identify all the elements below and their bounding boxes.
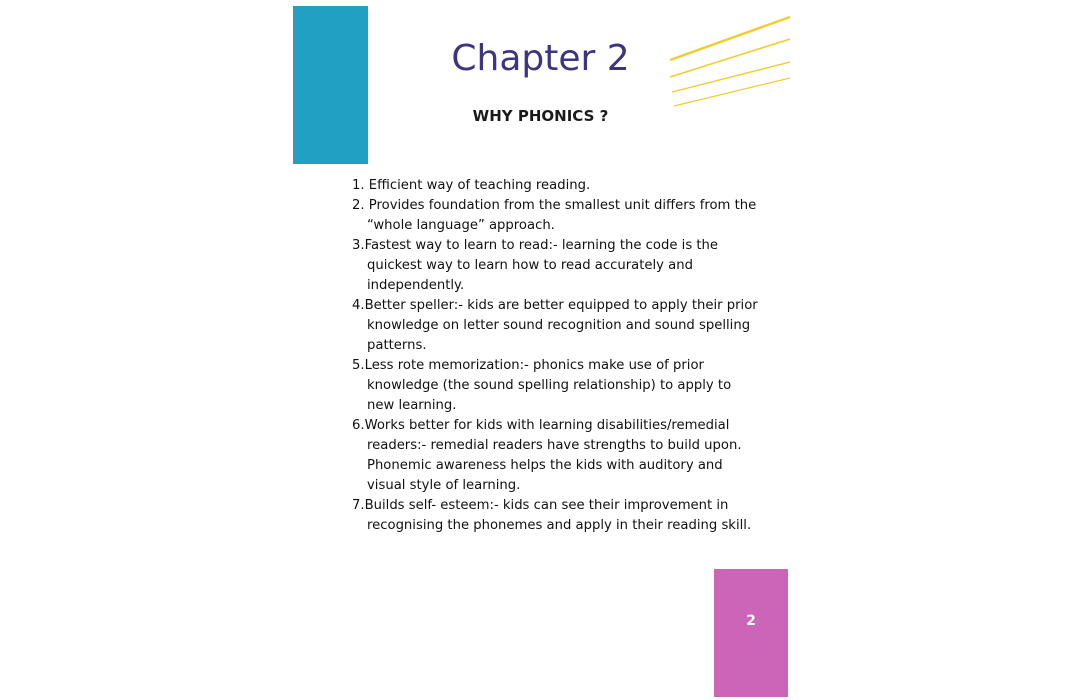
- list-item: 5.Less rote memorization:- phonics make use of prior knowledge (the sound spelling relationship) to apply to new learning.: [352, 358, 732, 413]
- chapter-title: Chapter 2: [451, 38, 630, 79]
- list-item: 2. Provides foundation from the smallest unit differs from the “whole language” approach.: [352, 198, 757, 233]
- chapter-subtitle: WHY PHONICS ?: [472, 107, 609, 125]
- document-page: [293, 0, 788, 700]
- list-item: 4.Better speller:- kids are better equipped to apply their prior knowledge on letter sound recognition and sound spelling patterns.: [352, 298, 758, 353]
- list-item: 6.Works better for kids with learning disabilities/remedial readers:- remedial readers have strengths to build upon. Phonemic awareness helps the kids with auditory and visual style of learning.: [352, 418, 742, 493]
- list-item: 1. Efficient way of teaching reading.: [352, 178, 591, 193]
- reasons-list: [352, 176, 762, 536]
- blue-accent-block: [293, 6, 368, 164]
- list-item: 7.Builds self- esteem:- kids can see their improvement in recognising the phonemes and apply in their reading skill.: [352, 498, 752, 533]
- list-item: 3.Fastest way to learn to read:- learning the code is the quickest way to learn how to read accurately and independently.: [352, 238, 719, 293]
- pink-accent-block: [714, 569, 788, 697]
- page-number: 2: [746, 613, 756, 629]
- deco-line-4: [674, 78, 790, 106]
